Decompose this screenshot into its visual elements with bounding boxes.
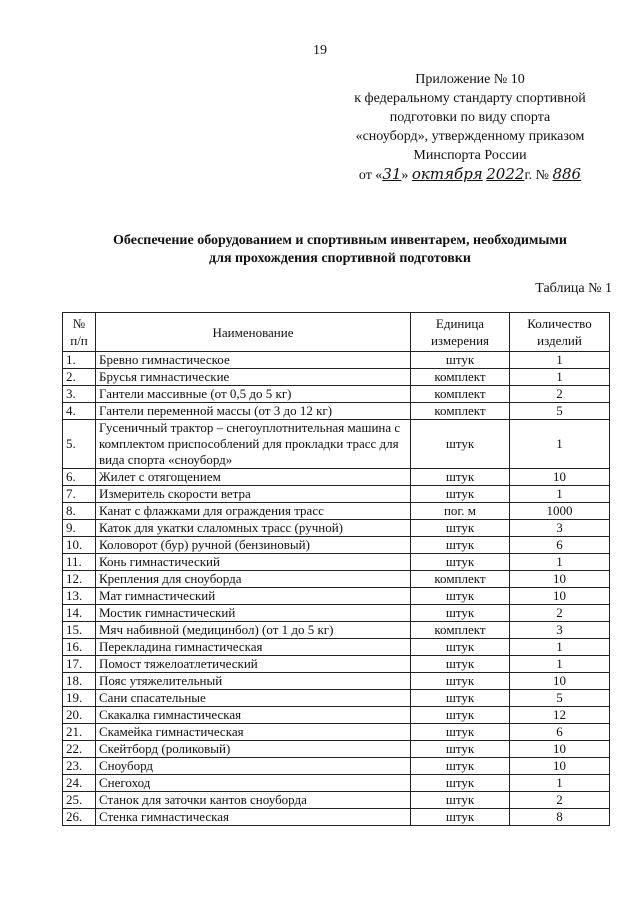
date-month: октября [411, 165, 483, 183]
row-number: 10. [63, 537, 96, 554]
row-number: 12. [63, 571, 96, 588]
row-qty: 3 [510, 622, 610, 639]
table-row [63, 386, 610, 403]
table-row [63, 469, 610, 486]
row-qty: 6 [510, 537, 610, 554]
row-unit: штук [411, 741, 510, 758]
row-unit: штук [411, 588, 510, 605]
appendix-date [330, 165, 610, 185]
row-unit: комплект [411, 403, 510, 420]
row-qty: 3 [510, 520, 610, 537]
row-number: 20. [63, 707, 96, 724]
row-number: 7. [63, 486, 96, 503]
row-number: 6. [63, 469, 96, 486]
table-row [63, 690, 610, 707]
document-title [40, 232, 640, 268]
row-unit: штук [411, 656, 510, 673]
table-row [63, 758, 610, 775]
row-unit: штук [411, 673, 510, 690]
appendix-line: подготовки по виду спорта [389, 110, 551, 125]
row-number: 11. [63, 554, 96, 571]
table-label: Таблица № 1 [535, 281, 612, 296]
row-qty: 10 [510, 741, 610, 758]
row-number: 8. [63, 503, 96, 520]
row-name: Конь гимнастический [96, 554, 411, 571]
appendix-line: «сноуборд», утвержденному приказом [355, 129, 585, 144]
table-row [63, 741, 610, 758]
row-number: 5. [63, 420, 96, 469]
row-name: Гантели массивные (от 0,5 до 5 кг) [96, 386, 411, 403]
table-row [63, 809, 610, 826]
row-number: 22. [63, 741, 96, 758]
row-qty: 1 [510, 554, 610, 571]
header-name: Наименование [96, 313, 411, 352]
date-prefix: от « [358, 168, 383, 183]
row-unit: штук [411, 537, 510, 554]
row-number: 2. [63, 369, 96, 386]
row-qty: 1 [510, 775, 610, 792]
row-unit: штук [411, 486, 510, 503]
row-name: Коловорот (бур) ручной (бензиновый) [96, 537, 411, 554]
row-unit: штук [411, 554, 510, 571]
row-number: 1. [63, 352, 96, 369]
row-name: Канат с флажками для ограждения трасс [96, 503, 411, 520]
order-number: 886 [552, 165, 582, 183]
row-name: Сноуборд [96, 758, 411, 775]
row-number: 13. [63, 588, 96, 605]
row-qty: 10 [510, 758, 610, 775]
row-number: 23. [63, 758, 96, 775]
appendix-header [330, 70, 610, 185]
table-row [63, 605, 610, 622]
row-name: Скамейка гимнастическая [96, 724, 411, 741]
row-name: Пояс утяжелительный [96, 673, 411, 690]
row-name: Сани спасательные [96, 690, 411, 707]
row-unit: штук [411, 809, 510, 826]
appendix-line: к федеральному стандарту спортивной [354, 91, 586, 106]
header-qty: Количество изделий [510, 313, 610, 352]
row-unit: штук [411, 469, 510, 486]
row-name: Жилет с отягощением [96, 469, 411, 486]
table-row [63, 775, 610, 792]
row-name: Помост тяжелоатлетический [96, 656, 411, 673]
table-row [63, 503, 610, 520]
row-unit: штук [411, 707, 510, 724]
row-name: Перекладина гимнастическая [96, 639, 411, 656]
row-qty: 1 [510, 420, 610, 469]
title-line: для прохождения спортивной подготовки [209, 251, 471, 266]
row-number: 3. [63, 386, 96, 403]
row-unit: штук [411, 792, 510, 809]
row-number: 24. [63, 775, 96, 792]
row-number: 15. [63, 622, 96, 639]
row-qty: 2 [510, 792, 610, 809]
row-number: 18. [63, 673, 96, 690]
row-number: 9. [63, 520, 96, 537]
row-number: 25. [63, 792, 96, 809]
row-name: Бревно гимнастическое [96, 352, 411, 369]
row-unit: штук [411, 724, 510, 741]
equipment-table [62, 312, 610, 826]
row-name: Мяч набивной (медицинбол) (от 1 до 5 кг) [96, 622, 411, 639]
row-name: Снегоход [96, 775, 411, 792]
date-mid: » [401, 168, 409, 183]
row-number: 26. [63, 809, 96, 826]
row-name: Скакалка гимнастическая [96, 707, 411, 724]
page-number: 19 [313, 43, 327, 58]
table-row [63, 639, 610, 656]
table-row [63, 571, 610, 588]
year-suffix: г. № [524, 168, 549, 183]
row-number: 17. [63, 656, 96, 673]
row-qty: 10 [510, 469, 610, 486]
row-name: Каток для укатки слаломных трасс (ручной) [96, 520, 411, 537]
table-row [63, 792, 610, 809]
row-unit: комплект [411, 386, 510, 403]
table-row [63, 486, 610, 503]
row-name: Брусья гимнастические [96, 369, 411, 386]
row-name: Мат гимнастический [96, 588, 411, 605]
row-qty: 10 [510, 588, 610, 605]
row-qty: 1 [510, 639, 610, 656]
row-number: 16. [63, 639, 96, 656]
row-name: Гантели переменной массы (от 3 до 12 кг) [96, 403, 411, 420]
table-row [63, 352, 610, 369]
row-unit: штук [411, 639, 510, 656]
row-unit: штук [411, 690, 510, 707]
table-row [63, 656, 610, 673]
table-row [63, 554, 610, 571]
row-qty: 10 [510, 571, 610, 588]
table-row [63, 724, 610, 741]
table-row [63, 673, 610, 690]
table-header-row [63, 313, 610, 352]
row-qty: 1000 [510, 503, 610, 520]
row-name: Крепления для сноуборда [96, 571, 411, 588]
row-name: Гусеничный трактор – снегоуплотнительная машина с комплектом приспособлений для прокладки трасс для вида спорта «сноуборд» [96, 420, 411, 469]
row-name: Мостик гимнастический [96, 605, 411, 622]
table-row [63, 520, 610, 537]
row-unit: штук [411, 420, 510, 469]
appendix-title: Приложение № 10 [415, 72, 525, 87]
row-unit: пог. м [411, 503, 510, 520]
table-row [63, 588, 610, 605]
row-number: 4. [63, 403, 96, 420]
row-unit: комплект [411, 622, 510, 639]
row-number: 14. [63, 605, 96, 622]
row-qty: 1 [510, 486, 610, 503]
row-qty: 8 [510, 809, 610, 826]
appendix-line: Минспорта России [413, 148, 527, 163]
row-qty: 1 [510, 369, 610, 386]
row-name: Скейтборд (роликовый) [96, 741, 411, 758]
header-unit: Единица измерения [411, 313, 510, 352]
row-number: 19. [63, 690, 96, 707]
header-num: № п/п [63, 313, 96, 352]
row-unit: штук [411, 775, 510, 792]
row-qty: 1 [510, 656, 610, 673]
row-unit: комплект [411, 369, 510, 386]
row-unit: штук [411, 520, 510, 537]
date-year: 2022 [486, 165, 525, 183]
row-unit: штук [411, 605, 510, 622]
row-unit: штук [411, 352, 510, 369]
row-qty: 6 [510, 724, 610, 741]
row-qty: 2 [510, 605, 610, 622]
row-number: 21. [63, 724, 96, 741]
row-qty: 1 [510, 352, 610, 369]
row-unit: штук [411, 758, 510, 775]
table-row [63, 707, 610, 724]
table-row [63, 403, 610, 420]
table-row [63, 622, 610, 639]
row-qty: 5 [510, 690, 610, 707]
row-name: Станок для заточки кантов сноуборда [96, 792, 411, 809]
date-day: 31 [382, 165, 402, 183]
row-qty: 5 [510, 403, 610, 420]
table-row [63, 369, 610, 386]
row-unit: комплект [411, 571, 510, 588]
title-line: Обеспечение оборудованием и спортивным инвентарем, необходимыми [113, 233, 567, 248]
row-qty: 2 [510, 386, 610, 403]
row-name: Стенка гимнастическая [96, 809, 411, 826]
row-name: Измеритель скорости ветра [96, 486, 411, 503]
row-qty: 10 [510, 673, 610, 690]
row-qty: 12 [510, 707, 610, 724]
table-row [63, 537, 610, 554]
table-row [63, 420, 610, 469]
